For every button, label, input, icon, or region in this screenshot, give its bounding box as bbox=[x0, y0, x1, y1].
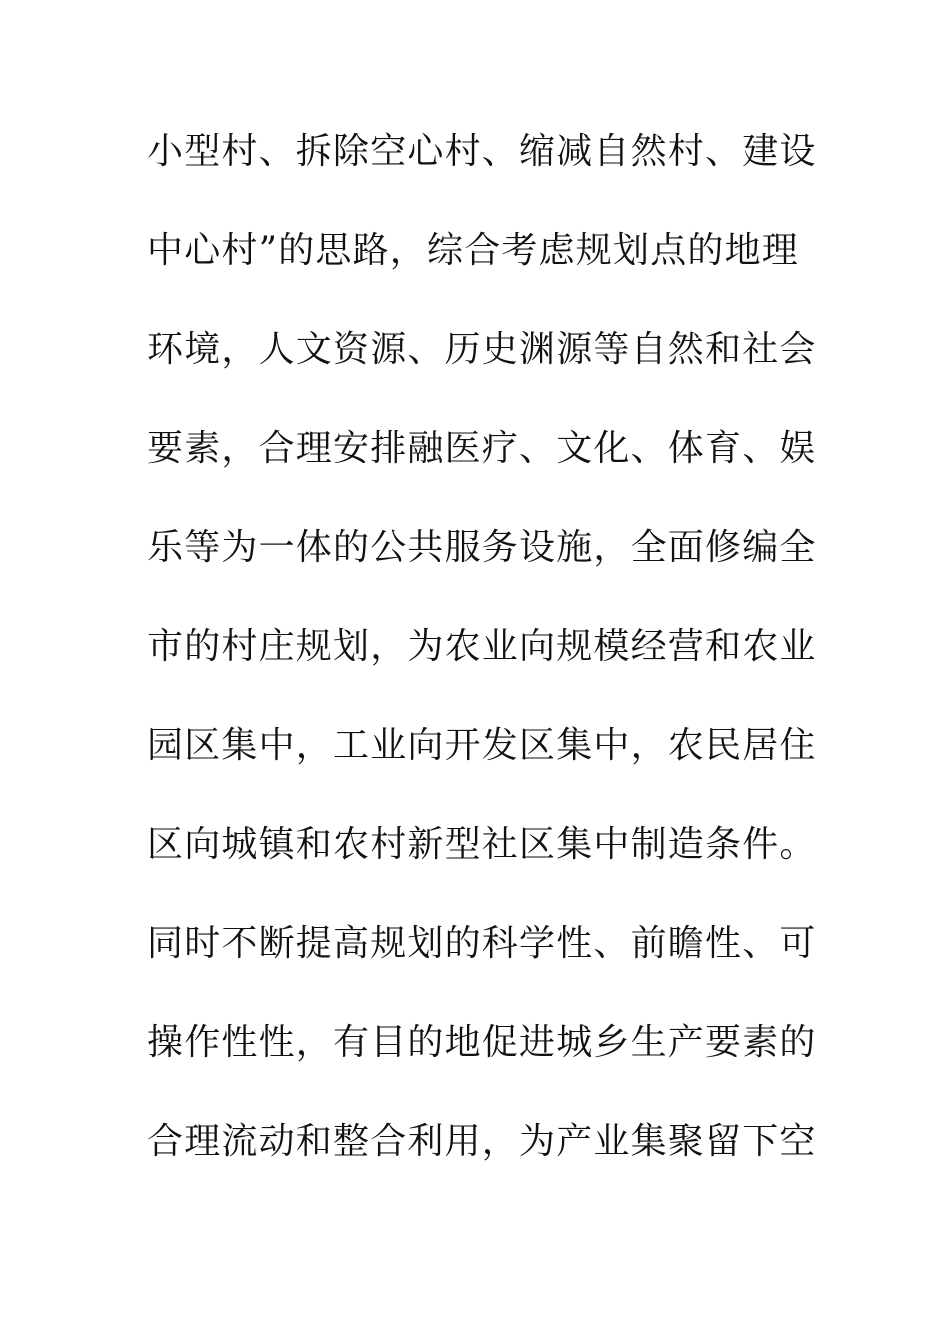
text-line: 区向城镇和农村新型社区集中制造条件。 bbox=[147, 824, 817, 865]
body-text bbox=[147, 124, 817, 1213]
text-line: 合理流动和整合利用，为产业集聚留下空 bbox=[147, 1121, 817, 1162]
text-line: 要素，合理安排融医疗、文化、体育、娱 bbox=[147, 428, 817, 469]
text-line: 同时不断提高规划的科学性、前瞻性、可 bbox=[147, 923, 817, 964]
text-line: 小型村、拆除空心村、缩减自然村、建设 bbox=[147, 131, 817, 172]
text-line: 乐等为一体的公共服务设施，全面修编全 bbox=[147, 527, 817, 568]
text-line: 中心村”的思路，综合考虑规划点的地理 bbox=[147, 230, 800, 271]
text-line: 园区集中，工业向开发区集中，农民居住 bbox=[147, 725, 817, 766]
text-line: 操作性性，有目的地促进城乡生产要素的 bbox=[147, 1022, 817, 1063]
text-line: 市的村庄规划，为农业向规模经营和农业 bbox=[147, 626, 817, 667]
text-line: 环境，人文资源、历史渊源等自然和社会 bbox=[147, 329, 817, 370]
